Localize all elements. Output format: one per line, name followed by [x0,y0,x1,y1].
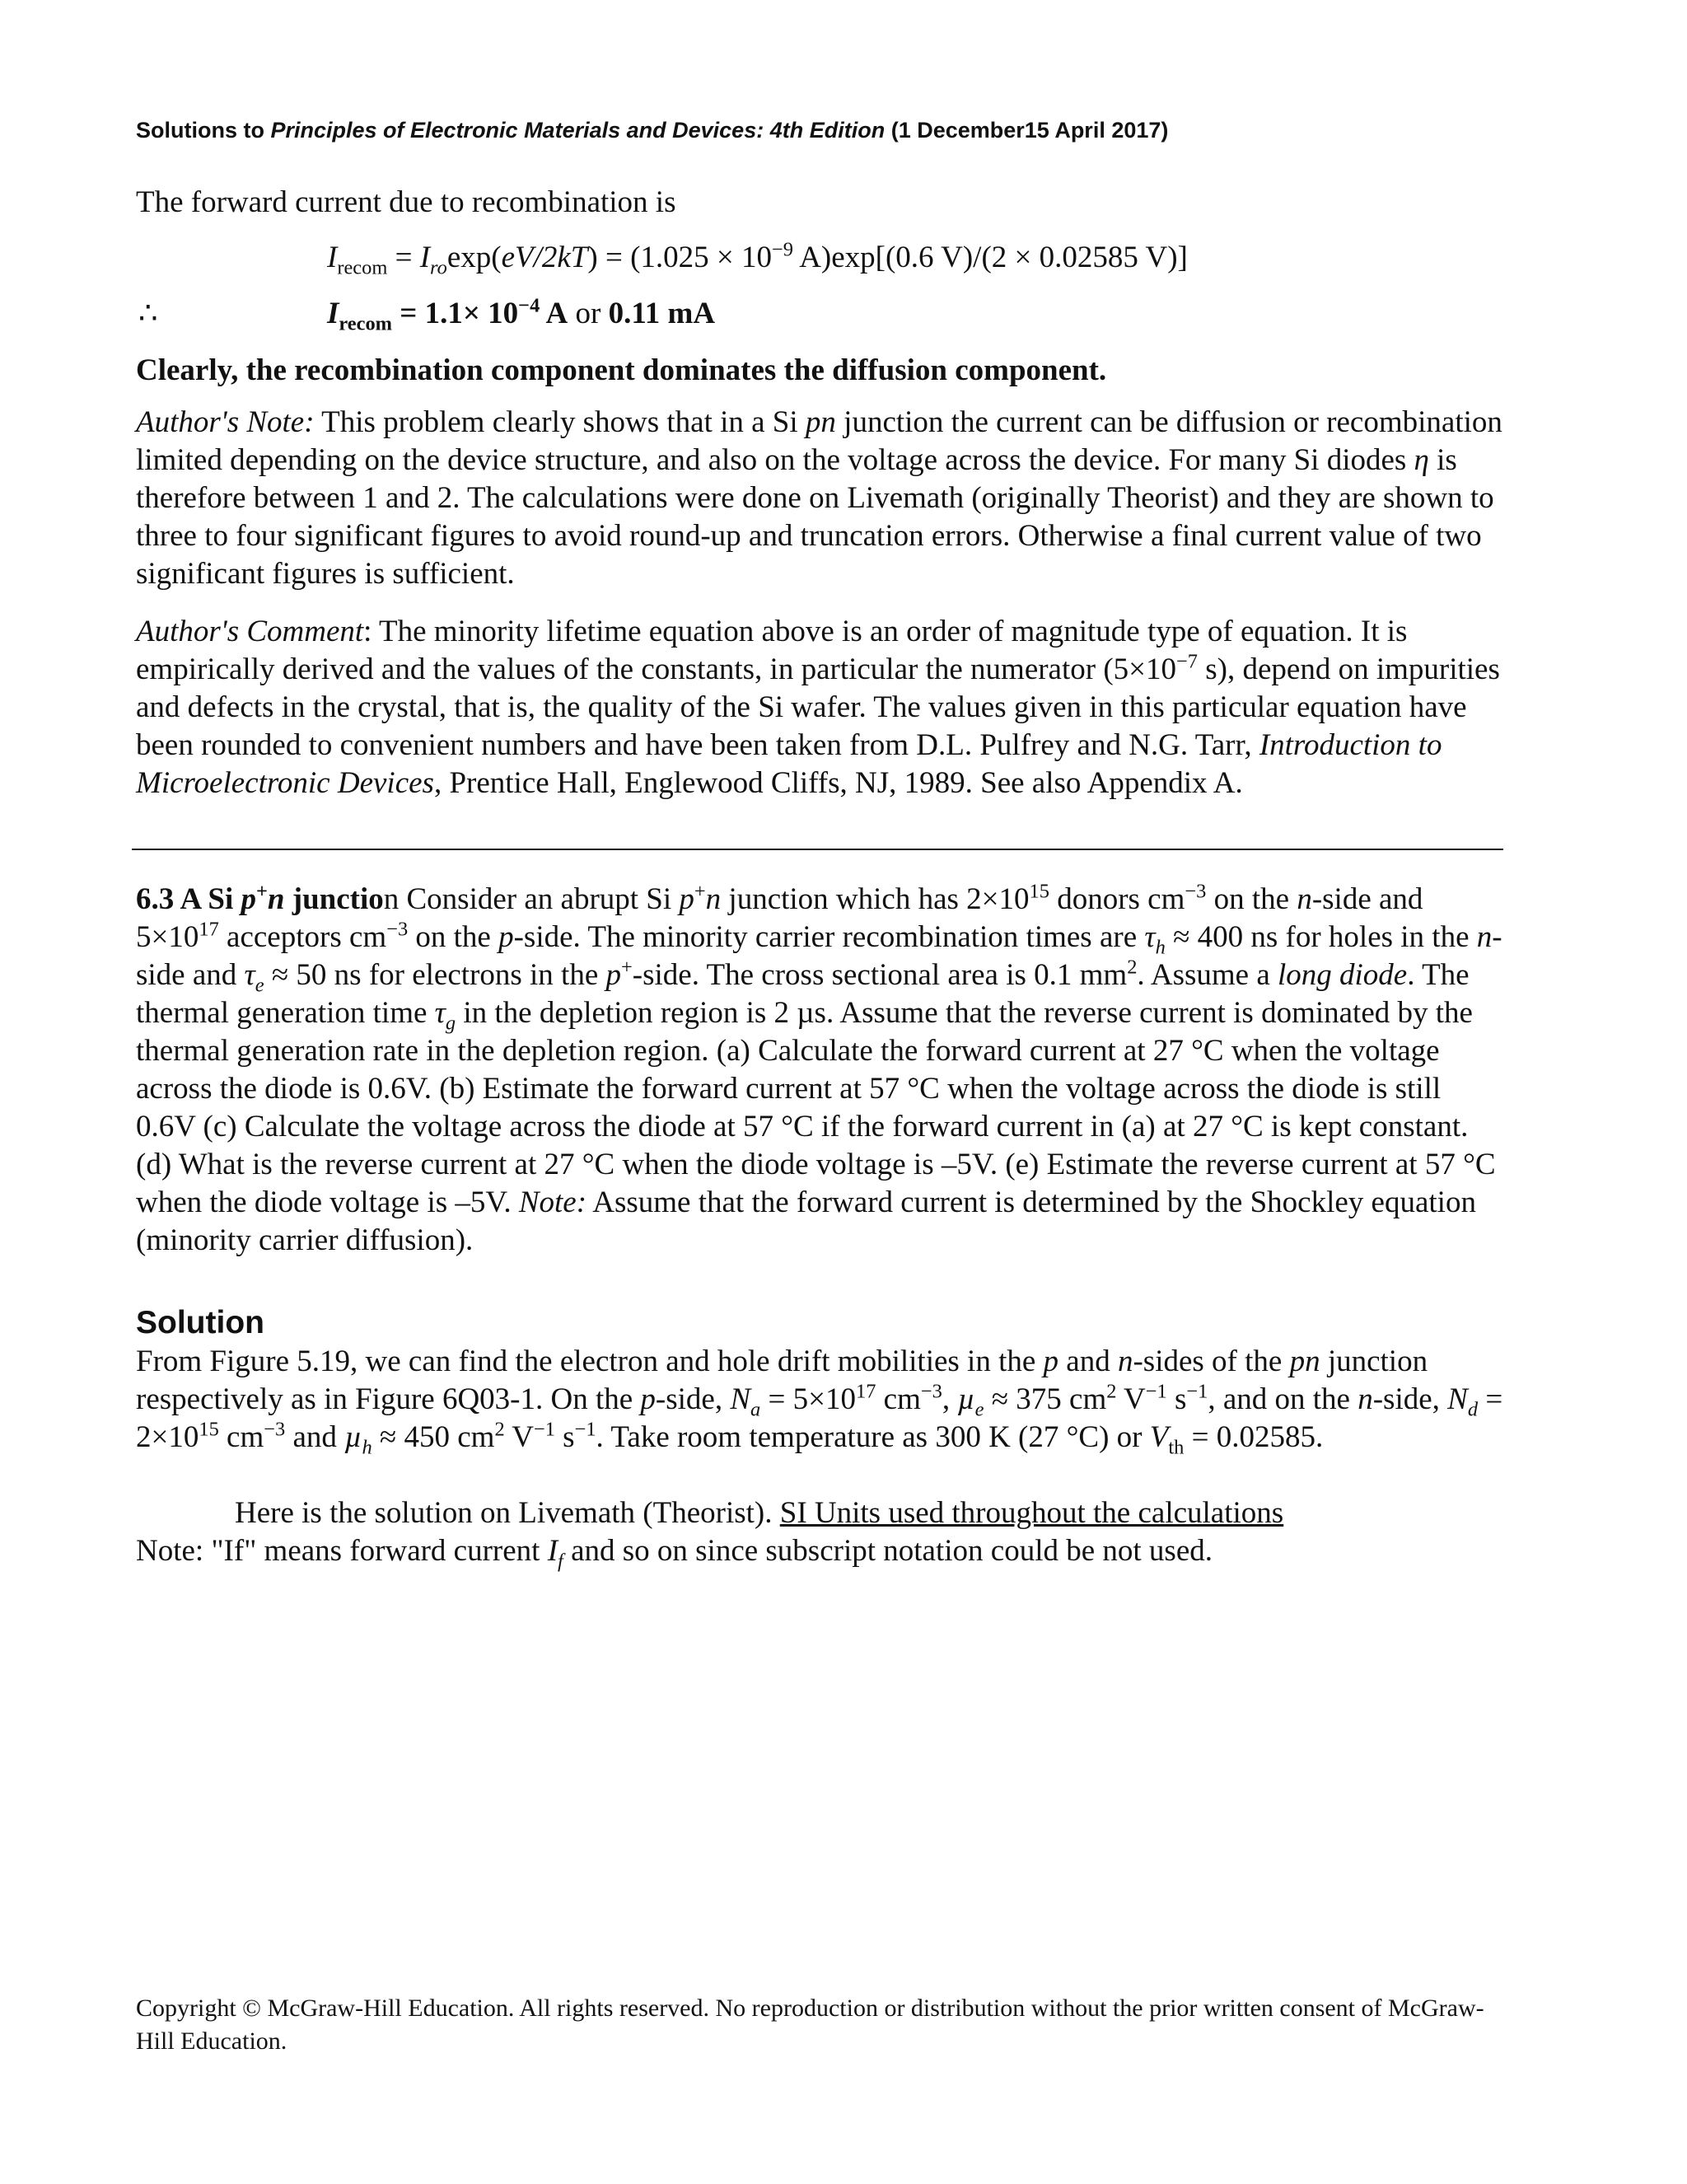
solution-text: ≈ 450 cm [372,1420,495,1454]
solution-superscript: −1 [574,1418,596,1441]
problem-title: p [241,882,256,916]
note-text: junction the current can be diffusion or recombination limited depending on the device structure, and also on the voltage across the device. For many Si diodes [136,405,1502,477]
problem-text: . The thermal generation time [136,958,1470,1030]
solution-text: and so on since subscript notation could be not used. [563,1534,1213,1568]
note-text: is therefore between 1 and 2. The calculations were done on Livemath (originally Theorist) and they are shown to three to four significant figures to avoid round-up and truncation errors. Otherwise a final current value of two significant figures is sufficient. [136,443,1494,591]
eq-symbol: I [419,241,431,274]
problem-text: p [605,958,622,992]
eq-superscript: −9 [772,238,793,261]
header-date: (1 December15 April 2017) [885,118,1169,143]
note-text: pn [805,405,836,439]
problem-superscript: −3 [1185,880,1207,903]
solution-subscript: f [558,1550,563,1573]
problem-superscript: −3 [386,918,409,941]
solution-livemath-line [136,1494,1503,1532]
solution-text: N [730,1382,751,1416]
eq-text: A)exp[(0.6 V)/(2 × 0.02585 V)] [792,241,1188,274]
header-book-title: Principles of Electronic Materials and Devices: 4th Edition [270,118,886,143]
problem-title: junctio [284,882,384,916]
problem-text: n Consider an abrupt Si [383,882,680,916]
solution-text: Here is the solution on Livemath (Theorist). [235,1496,780,1530]
eq-text: eV/2kT [501,241,588,274]
problem-text: Assume that the forward current is determined by the Shockley equation (minority carrier diffusion). [136,1186,1476,1257]
problem-text: on the [408,920,499,954]
eq-superscript: −4 [518,294,540,317]
solution-note-line [136,1532,1503,1573]
therefore-symbol: ∴ [138,297,158,330]
note-text: η [1414,443,1429,477]
eq-text: 0.11 mA [608,297,716,330]
solution-superscript: 15 [199,1418,219,1441]
solution-text: Note: "If" means forward current [136,1534,548,1568]
problem-text: acceptors cm [218,920,387,954]
problem-text: long diode [1278,958,1408,992]
problem-superscript: + [694,880,706,903]
problem-superscript: 2 [1127,956,1138,979]
problem-text: τ [1144,920,1156,954]
solution-subscript: a [750,1398,761,1421]
solution-superscript: −1 [1186,1380,1208,1403]
solution-text: ≈ 375 cm [984,1382,1107,1416]
solution-subscript: e [974,1398,984,1421]
eq-text: = [387,241,420,274]
problem-superscript: 15 [1029,880,1049,903]
solution-text: cm [876,1382,921,1416]
solution-superscript: −1 [533,1418,555,1441]
solution-text: = 5×10 [760,1382,856,1416]
problem-text: donors cm [1049,882,1185,916]
solution-subscript: d [1467,1398,1479,1421]
problem-text: -side and [136,920,1502,992]
solution-text: N [1447,1382,1468,1416]
problem-text: n [1476,920,1493,954]
solution-paragraph [136,1343,1503,1457]
problem-text: n [1297,882,1312,916]
problem-subscript: g [445,1012,456,1035]
problem-number: 6.3 A Si [136,882,241,916]
solution-text: p [1043,1345,1059,1378]
eq-symbol: I [327,297,339,330]
problem-text: . Assume a [1137,958,1278,992]
solution-text: s [1166,1382,1187,1416]
si-units-link[interactable]: SI Units used throughout the calculations [779,1496,1284,1530]
comment-text: s), depend on impurities and defects in the crystal, that is, the quality of the Si wafer. The values given in this particular equation have been rounded to convenient numbers and have been taken from D.L. Pulfrey and N.G. Tarr, [136,652,1500,762]
problem-text: on the [1206,882,1297,916]
solution-text: p [640,1382,656,1416]
problem-text: p [498,920,514,954]
problem-note-label: Note: [518,1186,587,1219]
solution-text: V [1116,1382,1146,1416]
problem-text: n [705,882,722,916]
problem-subscript: e [255,974,264,997]
solution-text: From Figure 5.19, we can find the electron and hole drift mobilities in the [136,1345,1044,1378]
problem-subscript: h [1155,936,1166,959]
solution-superscript: 2 [1106,1380,1117,1403]
problem-6-3 [136,881,1503,1260]
problem-title: + [256,880,268,903]
solution-text: I [547,1534,558,1568]
solution-text: V [504,1420,534,1454]
authors-note [136,404,1503,593]
problem-text: -side. The cross sectional area is 0.1 mm [632,958,1128,992]
problem-text: τ [434,996,446,1030]
eq-text: exp( [446,241,502,274]
solution-superscript: −3 [920,1380,942,1403]
eq-text: ) = (1.025 × 10 [587,241,773,274]
eq-subscript: recom [339,312,392,335]
solution-text: and [1058,1345,1118,1378]
comment-book-title: Introduction to Microelectronic Devices [136,728,1442,800]
note-text: This problem clearly shows that in a Si [314,405,806,439]
comment-label: Author's Comment [136,615,364,648]
problem-text: τ [244,958,255,992]
solution-superscript: 2 [494,1418,505,1441]
solution-text: V [1149,1420,1169,1454]
solution-subscript: th [1168,1436,1185,1459]
comment-text: , Prentice Hall, Englewood Cliffs, NJ, 1989. See also Appendix A. [433,766,1243,800]
comment-superscript: −7 [1176,650,1198,673]
solution-text: = 0.02585. [1184,1420,1324,1454]
solution-text: and [285,1420,345,1454]
problem-title: n [267,882,285,916]
problem-text: ≈ 50 ns for electrons in the [264,958,606,992]
eq-text: A [540,297,568,330]
solution-text: -side, [1372,1382,1448,1416]
problem-superscript: 17 [199,918,219,941]
eq-symbol: I [327,241,338,274]
solution-text: , [942,1382,958,1416]
section-divider [132,849,1503,850]
recomb-intro: The forward current due to recombination is [136,185,676,219]
problem-text: -side and 5×10 [136,882,1423,954]
eq-subscript: ro [430,256,447,279]
recomb-conclusion: Clearly, the recombination component dominates the diffusion component. [136,353,1107,387]
recomb-equation-1 [327,239,1188,277]
problem-superscript: + [621,956,633,979]
recomb-equation-2 [327,295,715,333]
solution-subscript: h [362,1436,372,1459]
solution-superscript: −3 [264,1418,286,1441]
problem-text: ≈ 400 ns for holes in the [1165,920,1477,954]
problem-text: -side. The minority carrier recombination times are [513,920,1145,954]
solution-superscript: 17 [855,1380,876,1403]
solution-heading: Solution [136,1305,264,1340]
solution-text: = 2×10 [136,1382,1503,1454]
solution-text: , and on the [1208,1382,1358,1416]
solution-text: pn [1289,1345,1320,1378]
problem-text: junction which has 2×10 [721,882,1030,916]
solution-text: -sides of the [1133,1345,1290,1378]
solution-text: . Take room temperature as 300 K (27 °C) or [596,1420,1150,1454]
note-label: Author's Note: [136,405,315,439]
solution-text: µ [957,1382,975,1416]
solution-text: -side, [655,1382,731,1416]
problem-text: p [679,882,694,916]
authors-comment [136,613,1503,802]
eq-text: = 1.1× 10 [392,297,519,330]
comment-text: : The minority lifetime equation above is an order of magnitude type of equation. It is empirically derived and the values of the constants, in particular the numerator (5×10 [136,615,1408,686]
solution-text: n [1358,1382,1373,1416]
solution-superscript: −1 [1145,1380,1167,1403]
running-header [136,118,1168,143]
problem-text: in the depletion region is 2 µs. Assume that the reverse current is dominated by the thermal generation rate in the depletion region. (a) Calculate the forward current at 27 °C when the voltage across the diode is 0.6V. (b) Estimate the forward current at 57 °C when the voltage across the diode is still 0.6V (c) Calculate the voltage across the diode at 57 °C if the forward current in (a) at 27 °C is kept constant. (d) What is the reverse current at 27 °C when the diode voltage is –5V. (e) Estimate the reverse current at 57 °C when the diode voltage is –5V. [136,996,1496,1219]
solution-text: µ [344,1420,362,1454]
eq-text: or [568,297,609,330]
header-prefix: Solutions to [136,118,271,143]
solution-text: cm [218,1420,264,1454]
solution-text: s [554,1420,575,1454]
solution-text: n [1117,1345,1133,1378]
solution-text: junction respectively as in Figure 6Q03-1. On the [136,1345,1428,1416]
eq-subscript: recom [337,256,388,279]
copyright-footer: Copyright © McGraw-Hill Education. All rights reserved. No reproduction or distribution without the prior written consent of McGraw-Hill Education. [136,1995,1484,2055]
